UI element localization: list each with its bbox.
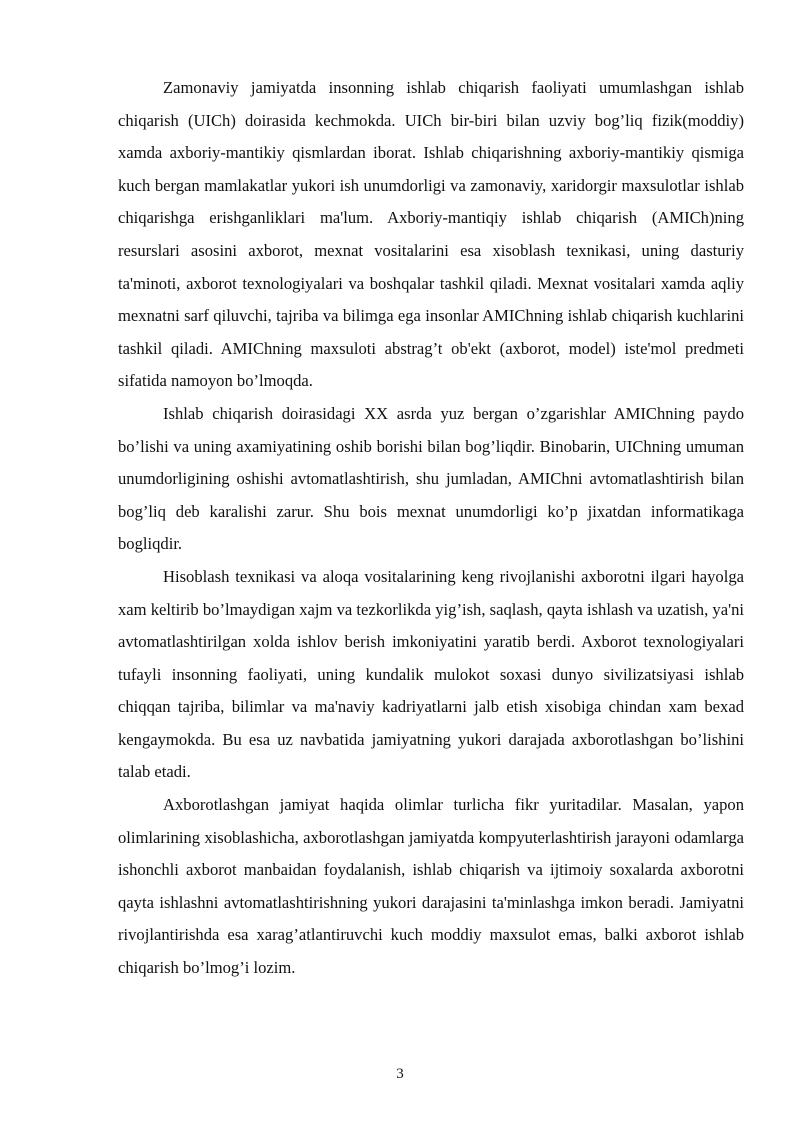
body-text — [118, 72, 744, 985]
paragraph-3: Hisoblash texnikasi va aloqa vositalarining keng rivojlanishi axborotni ilgari hayolga xam keltirib bo’lmaydigan xajm va tezkorlikda yig’ish, saqlash, qayta ishlash va uzatish, ya'ni avtomatlashtirilgan xolda ishlov berish imkoniyatini yaratib berdi. Axborot texnologiyalari tufayli insonning faoliyati, uning kundalik mulokot soxasi dunyo sivilizatsiyasi ishlab chiqqan tajriba, bilimlar va ma'naviy kadriyatlarni jalb etish xisobiga chindan xam bexad kengaymokda. Bu esa uz navbatida jamiyatning yukori darajada axborotlashgan bo’lishini talab etadi. — [118, 566, 744, 782]
paragraph-2: Ishlab chiqarish doirasidagi XX asrda yuz bergan o’zgarishlar AMIChning paydo bo’lishi va uning axamiyatining oshib borishi bilan bog’liqdir. Binobarin, UIChning umuman unumdorligining oshishi avtomatlashtirish, shu jumladan, AMIChni avtomatlashtirish bilan bog’liq deb karalishi zarur. Shu bois mexnat unumdorligi ko’p jixatdan informatikaga bogliqdir. — [118, 403, 744, 554]
paragraph-1: Zamonaviy jamiyatda insonning ishlab chiqarish faoliyati umumlashgan ishlab chiqarish (UICh) doirasida kechmokda. UICh bir-biri bilan uzviy bog’liq fizik(moddiy) xamda axboriy-mantikiy qismlardan iborat. Ishlab chiqarishning axboriy-mantikiy qismiga kuch bergan mamlakatlar yukori ish unumdorligi va zamonaviy, xaridorgir maxsulotlar ishlab chiqarishga erishganliklari ma'lum. Axboriy-mantiqiy ishlab chiqarish (AMICh)ning resurslari asosini axborot, mexnat vositalarini esa xisoblash texnikasi, uning dasturiy ta'minoti, axborot texnologiyalari va boshqalar tashkil qiladi. Mexnat vositalari xamda aqliy mexnatni sarf qiluvchi, tajriba va bilimga ega insonlar AMIChning ishlab chiqarish kuchlarini tashkil qiladi. AMIChning maxsuloti abstrag’t ob'ekt (axborot, model) iste'mol predmeti sifatida namoyon bo’lmoqda. — [118, 78, 744, 391]
paragraph-4: Axborotlashgan jamiyat haqida olimlar turlicha fikr yuritadilar. Masalan, yapon olimlarining xisoblashicha, axborotlashgan jamiyatda kompyuterlashtirish jarayoni odamlarga ishonchli axborot manbaidan foydalanish, ishlab chiqarish va ijtimoiy soxalarda axborotni qayta ishlashni avtomatlashtirishning yukori darajasini ta'minlashga imkon beradi. Jamiyatni rivojlantirishda esa xarag’atlantiruvchi kuch moddiy maxsulot emas, balki axborot ishlab chiqarish bo’lmog’i lozim. — [118, 795, 744, 978]
page-number: 3 — [396, 1066, 404, 1082]
